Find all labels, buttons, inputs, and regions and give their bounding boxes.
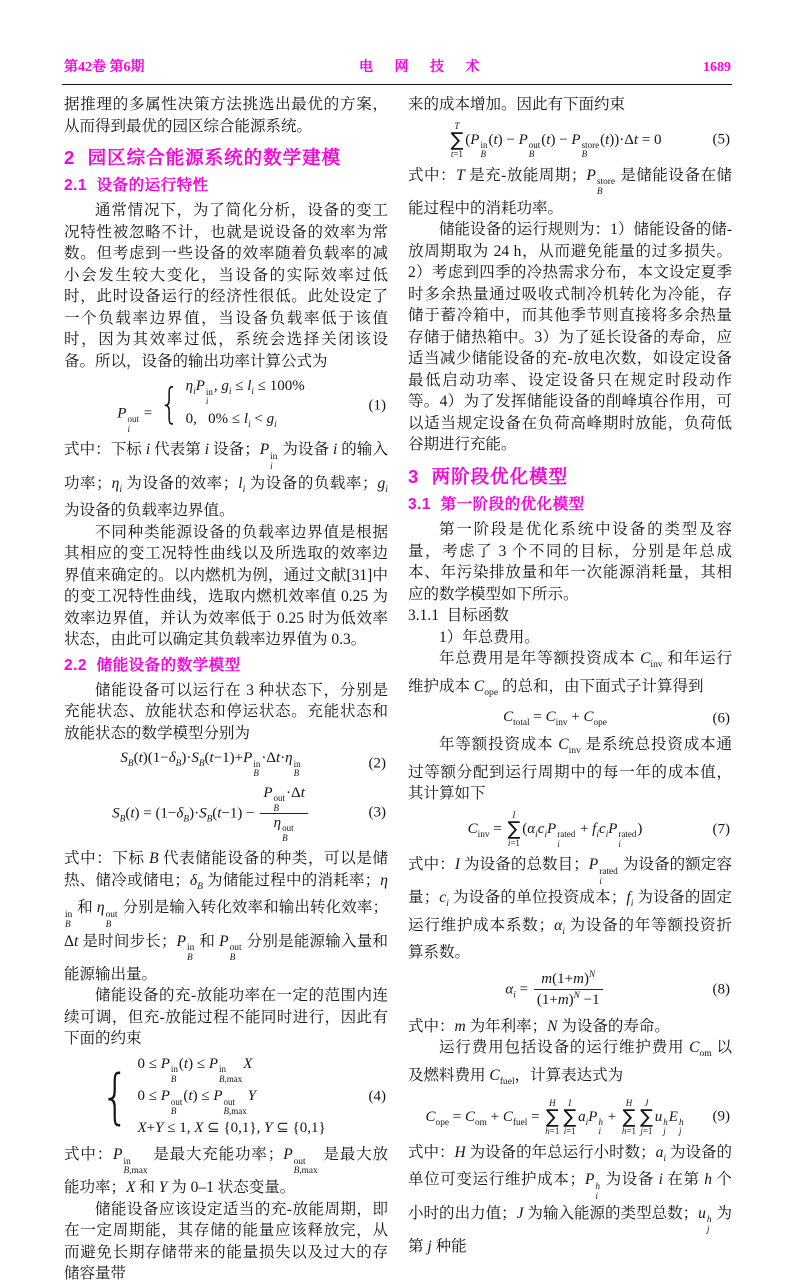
page-number: 1689 [703, 60, 731, 75]
equation-expression: $C_{inv}$ = I ∑ i=1 ($\alpha_ic_iP$ rated i + $f_ic_iP$ rated i ) [467, 809, 643, 849]
equation [408, 708, 732, 729]
left-column [64, 94, 388, 1285]
equation [408, 1098, 732, 1137]
equation [64, 784, 388, 844]
equation [64, 377, 388, 434]
paragraph: 不同种类能源设备的负载率边界值是根据其相应的变工况特性曲线以及所选取的效率边界值来确定的。以内燃机为例，通过文献[31]中的变工况特性曲线，选取内燃机效率值 0.25 为效率边界值，并认为效率低于 0.25 时为低效率状态，由此可以确定其负载率边界值为 0.3。 [64, 523, 388, 649]
paragraph: 式中：P in B,max 是最大充能功率；P out B,max 是最大放能功率；X 和 Y 为 0–1 状态变量。 [64, 1145, 388, 1197]
subsection-heading: 3.1 第一阶段的优化模型 [408, 495, 585, 513]
paragraph: 第一阶段是优化系统中设备的类型及容量，考虑了 3 个不同的目标，分别是年总成本、年污染排放量和年一次能源消耗量，其相应的数学模型如下所示。 [408, 521, 732, 603]
paragraph: 储能设备的充-放能功率在一定的范围内连续可调，但充-放能过程不能同时进行，因此有下面的约束 [64, 987, 388, 1048]
section-heading: 2 园区综合能源系统的数学建模 [64, 147, 342, 168]
equation-number: (2) [368, 755, 386, 772]
paragraph: 储能设备的运行规则为：1）储能设备的储-放周期取为 24 h，从而避免能量的过多损失。2）考虑到四季的冷热需求分布，本文设定夏季时多余热量通过吸收式制冷机转化为冷能，存储于蓄冷箱中，而其他季节则直接将多余热量存储于储热箱中。3）为了延长设备的寿命，应适当减少储能设备的充-放电次数，如设定设备最低启动功率、设定设备只在规定时段动作等。4）为了发挥储能设备的削峰填谷作用，可以适当规定设备在负荷高峰期时放能，负荷低谷期进行充能。 [408, 221, 732, 454]
section-heading: 3 两阶段优化模型 [408, 465, 569, 487]
paragraph: 年等额投资成本 $C_{inv}$ 是系统总投资成本通过等额分配到运行周期中的每一年的成本值，其计算如下 [408, 736, 732, 803]
equation-expression: T ∑ t=1 (P in B (t) − P out B (t) − P store B (t))·Δt = 0 [450, 120, 662, 160]
equation-number: (3) [368, 804, 386, 821]
paragraph: 年总费用是年等额投资成本 $C_{inv}$ 和年运行维护成本 $C_{ope}$ 的总和，由下面式子计算得到 [408, 650, 732, 698]
equation [64, 749, 388, 778]
equation-number: (7) [712, 820, 730, 837]
paragraph: 运行费用包括设备的运行维护费用 $C_{om}$ 以及燃料费用 $C_{fuel}$，计算表达式为 [408, 1039, 732, 1088]
equation-number: (9) [712, 1108, 730, 1125]
equation-expression: P out i = { $\eta_iP$ in i , $g_i \le l_i \le 100\%$ 0, $0\% \le l_i < g_i$ [117, 378, 305, 434]
subsection-heading: 2.1 设备的运行特性 [64, 177, 209, 195]
paragraph: 储能设备应该设定适当的充-放能周期，即在一定周期能，其存储的能量应该释放完，从而避免长期存储带来的能量损失以及过大的存储容量带 [64, 1200, 388, 1283]
paragraph: 式中：T 是充-放能周期；P store B 是储能设备在储能过程中的消耗功率。 [408, 166, 732, 217]
equation [64, 1055, 388, 1139]
page-content [64, 94, 732, 1285]
paragraph: 式中：H 为设备的年总运行小时数；$a_i$ 为设备的单位可变运行维护成本；P h i 为设备 i 在第 h 个小时的出力值；J 为输入能源的类型总数；u h j 为第 j 种能 [408, 1143, 732, 1255]
paragraph: 式中：下标 i 代表第 i 设备；P in i 为设备 i 的输入功率；$\eta_i$ 为设备的效率；$l_i$ 为设备的负载率；$g_i$ 为设备的负载率边界值。 [64, 441, 388, 520]
equation-number: (5) [712, 131, 730, 148]
equation-expression: $S_B(t)(1-\delta_B)\cdot S_B(t-1)+P$ in B ·Δt·η in B [120, 750, 301, 779]
equation [408, 810, 732, 849]
paragraph: 来的成本增加。因此有下面约束 [408, 96, 626, 113]
volume-issue: 第42卷 第6期 [64, 60, 145, 75]
page-header [64, 56, 731, 76]
equation [408, 121, 732, 160]
subsection-heading: 2.2 储能设备的数学模型 [64, 656, 241, 674]
equation-expression: $S_B(t) = (1-\delta_B)\cdot S_B(t-1)$ − P out B ·Δt η out B [112, 784, 310, 844]
equation-expression: $\alpha_i$ = $\frac{m(1+m)^N}{(1+m)^N -1}$ [505, 969, 604, 1011]
equation-expression: { 0 ≤ P in B (t) ≤ P in B,max X 0 ≤ P out B (t) ≤ P out B,max Y X+Y ≤ 1, X ⊆ {0,1}, Y ⊆ {0,1} [101, 1055, 326, 1137]
equation-number: (8) [712, 981, 730, 998]
header-rule [62, 84, 732, 85]
equation-number: (6) [712, 710, 730, 727]
paragraph: 3.1.1 目标函数 [408, 607, 509, 625]
paragraph: 通常情况下，为了简化分析，设备的变工况特性被忽略不计，也就是说设备的效率为常数。但考虑到一些设备的效率随着负载率的减小会发生较大变化，当设备的实际效率过低时，此时设备运行的经济性很低。此处设定了一个负载率边界值，当设备负载率低于该值时，因为其效率过低，系统会选择关闭该设备。所以，设备的输出功率计算公式为 [64, 202, 388, 370]
paragraph: 储能设备可以运行在 3 种状态下，分别是充能状态、放能状态和停运状态。充能状态和放能状态的数学模型分别为 [64, 681, 388, 742]
paragraph: 1）年总费用。 [439, 628, 540, 646]
journal-title: 电 网 技 术 [359, 60, 489, 75]
equation-expression: $C_{total} = C_{inv} + C_{ope}$ [503, 709, 607, 729]
paragraph: 式中：下标 B 代表储能设备的种类，可以是储热、储冷或储电；$\delta_B$ 为储能过程中的消耗率；η in B 和 η out B 分别是输入转化效率和输出转化效率；Δt 是时间步长；P in B 和 P out B 分别是能源输入量和能源输出量。 [64, 850, 388, 983]
paragraph: 据推理的多属性决策方法挑选出最优的方案，从而得到最优的园区综合能源系统。 [64, 96, 388, 135]
paragraph: 式中：m 为年利率；N 为设备的寿命。 [408, 1017, 670, 1035]
equation [408, 969, 732, 1011]
paragraph: 式中：I 为设备的总数目；P rated i 为设备的额定容量；$c_i$ 为设备的单位投资成本；$f_i$ 为设备的固定运行维护成本系数；$\alpha_i$ 为设备的年等额投资折算系数。 [408, 856, 732, 962]
equation-number: (4) [368, 1088, 386, 1105]
equation-number: (1) [368, 397, 386, 414]
right-column [408, 94, 732, 1285]
equation-expression: $C_{ope} = C_{om} + C_{fuel}$ = H ∑ h=1 I ∑ i=1 $a_iP$ h i + H ∑ h=1 J ∑ j=1 u h j E h j [425, 1097, 684, 1137]
